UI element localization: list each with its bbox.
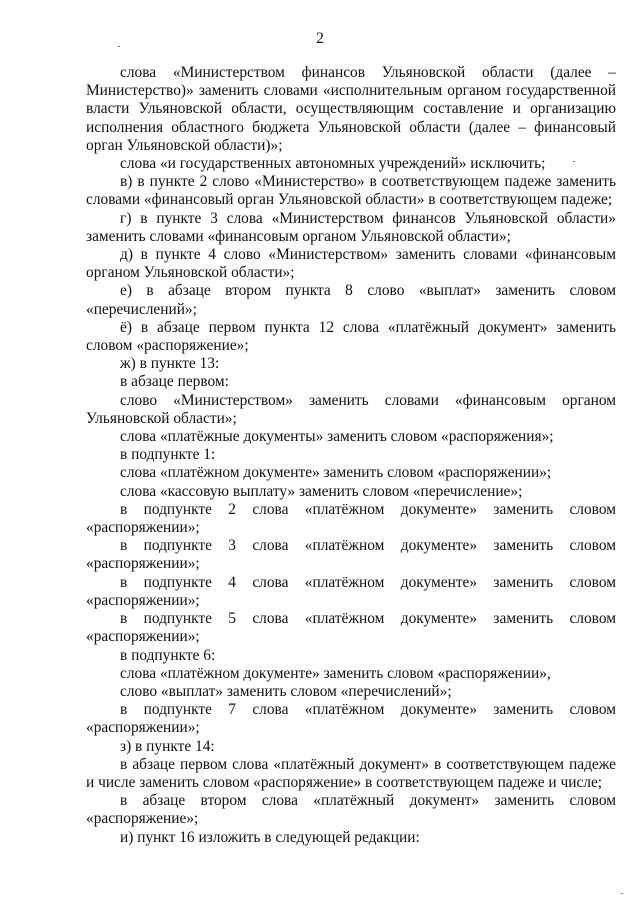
paragraph: в) в пункте 2 слово «Министерство» в соответствующем падеже заменить словами «финансовый орган Ульяновской области» в соответствующем падеже; [86, 173, 616, 209]
paragraph: в подпункте 3 слова «платёжном документе» заменить словом «распоряжении»; [86, 537, 616, 573]
scan-speck [118, 46, 120, 47]
paragraph: ж) в пункте 13: [120, 355, 220, 373]
paragraph: слова «и государственных автономных учреждений» исключить; [120, 155, 546, 173]
paragraph: в абзаце первом: [120, 373, 229, 391]
paragraph: слова «кассовую выплату» заменить словом «перечисление»; [120, 482, 523, 500]
paragraph: слова «платёжном документе» заменить словом «распоряжении», [120, 664, 551, 682]
paragraph: г) в пункте 3 слова «Министерством финансов Ульяновской области» заменить словами «финансовым органом Ульяновской области»; [86, 209, 616, 245]
paragraph: ё) в абзаце первом пункта 12 слова «платёжный документ» заменить словом «распоряжение»; [86, 318, 616, 355]
paragraph: в подпункте 2 слова «платёжном документе» заменить словом «распоряжении»; [86, 500, 616, 537]
scan-speck [621, 893, 623, 894]
paragraph: в подпункте 5 слова «платёжном документе» заменить словом «распоряжении»; [86, 610, 616, 646]
paragraph: и) пункт 16 изложить в следующей редакции: [120, 828, 420, 846]
document-body [86, 64, 616, 847]
paragraph: д) в пункте 4 слово «Министерством» заменить словами «финансовым органом Ульяновской области»; [86, 246, 616, 282]
paragraph: слова «Министерством финансов Ульяновской области (далее – Министерство)» заменить словами «исполнительным органом государственной власти Ульяновской области, осуществляющим составление и организацию исполнения областного бюджета Ульяновской области (далее – финансовый орган Ульяновской области)»; [86, 64, 616, 154]
paragraph: в подпункте 1: [120, 446, 216, 464]
paragraph: слово «выплат» заменить словом «перечислений»; [120, 682, 452, 700]
paragraph: е) в абзаце втором пункта 8 слово «выплат» заменить словом «перечислений»; [86, 282, 616, 318]
paragraph: в подпункте 6: [120, 646, 216, 664]
page-number: 2 [316, 30, 324, 47]
paragraph: слова «платёжные документы» заменить словом «распоряжения»; [120, 428, 554, 446]
paragraph: слово «Министерством» заменить словами «финансовым органом Ульяновской области»; [86, 391, 616, 427]
paragraph: в абзаце первом слова «платёжный документ» в соответствующем падеже и числе заменить словом «распоряжение» в соответствующем падеже и числе; [86, 755, 616, 791]
scan-speck [573, 161, 575, 162]
paragraph: в абзаце втором слова «платёжный документ» заменить словом «распоряжение»; [86, 792, 616, 828]
paragraph: в подпункте 7 слова «платёжном документе» заменить словом «распоряжении»; [86, 701, 616, 737]
paragraph: слова «платёжном документе» заменить словом «распоряжении»; [120, 464, 552, 482]
paragraph: з) в пункте 14: [120, 737, 215, 755]
paragraph: в подпункте 4 слова «платёжном документе» заменить словом «распоряжении»; [86, 573, 616, 609]
